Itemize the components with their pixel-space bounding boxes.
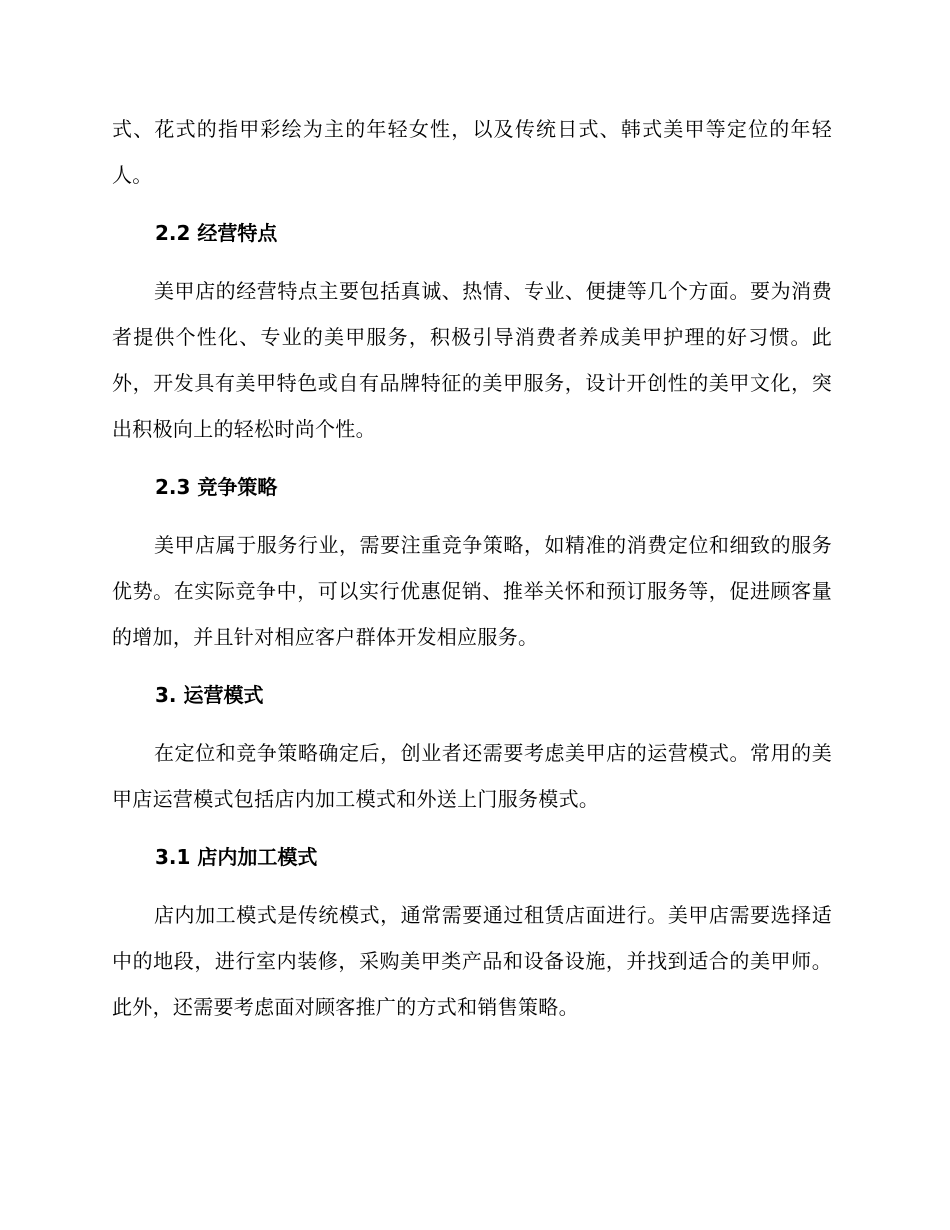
paragraph-in-store-mode: 店内加工模式是传统模式，通常需要通过租赁店面进行。美甲店需要选择适中的地段，进行室内装修，采购美甲类产品和设备设施，并找到适合的美甲师。此外，还需要考虑面对顾客推广的方式和销售策略。 bbox=[112, 903, 832, 1019]
section-heading-2-3: 2.3 竞争策略 bbox=[155, 475, 278, 499]
section-heading-3-1: 3.1 店内加工模式 bbox=[155, 845, 318, 869]
paragraph-competition-strategy: 美甲店属于服务行业，需要注重竞争策略，如精准的消费定位和细致的服务优势。在实际竞争中，可以实行优惠促销、推举关怀和预订服务等，促进顾客量的增加，并且针对相应客户群体开发相应服务。 bbox=[112, 533, 832, 649]
paragraph-business-features: 美甲店的经营特点主要包括真诚、热情、专业、便捷等几个方面。要为消费者提供个性化、专业的美甲服务，积极引导消费者养成美甲护理的好习惯。此外，开发具有美甲特色或自有品牌特征的美甲服务，设计开创性的美甲文化，突出积极向上的轻松时尚个性。 bbox=[112, 279, 832, 441]
paragraph-operation-mode: 在定位和竞争策略确定后，创业者还需要考虑美甲店的运营模式。常用的美甲店运营模式包括店内加工模式和外送上门服务模式。 bbox=[112, 741, 832, 811]
paragraph-intro-continuation: 式、花式的指甲彩绘为主的年轻女性，以及传统日式、韩式美甲等定位的年轻人。 bbox=[112, 117, 832, 187]
section-heading-3: 3. 运营模式 bbox=[155, 683, 264, 707]
section-heading-2-2: 2.2 经营特点 bbox=[155, 221, 278, 245]
document-body bbox=[112, 106, 832, 1030]
